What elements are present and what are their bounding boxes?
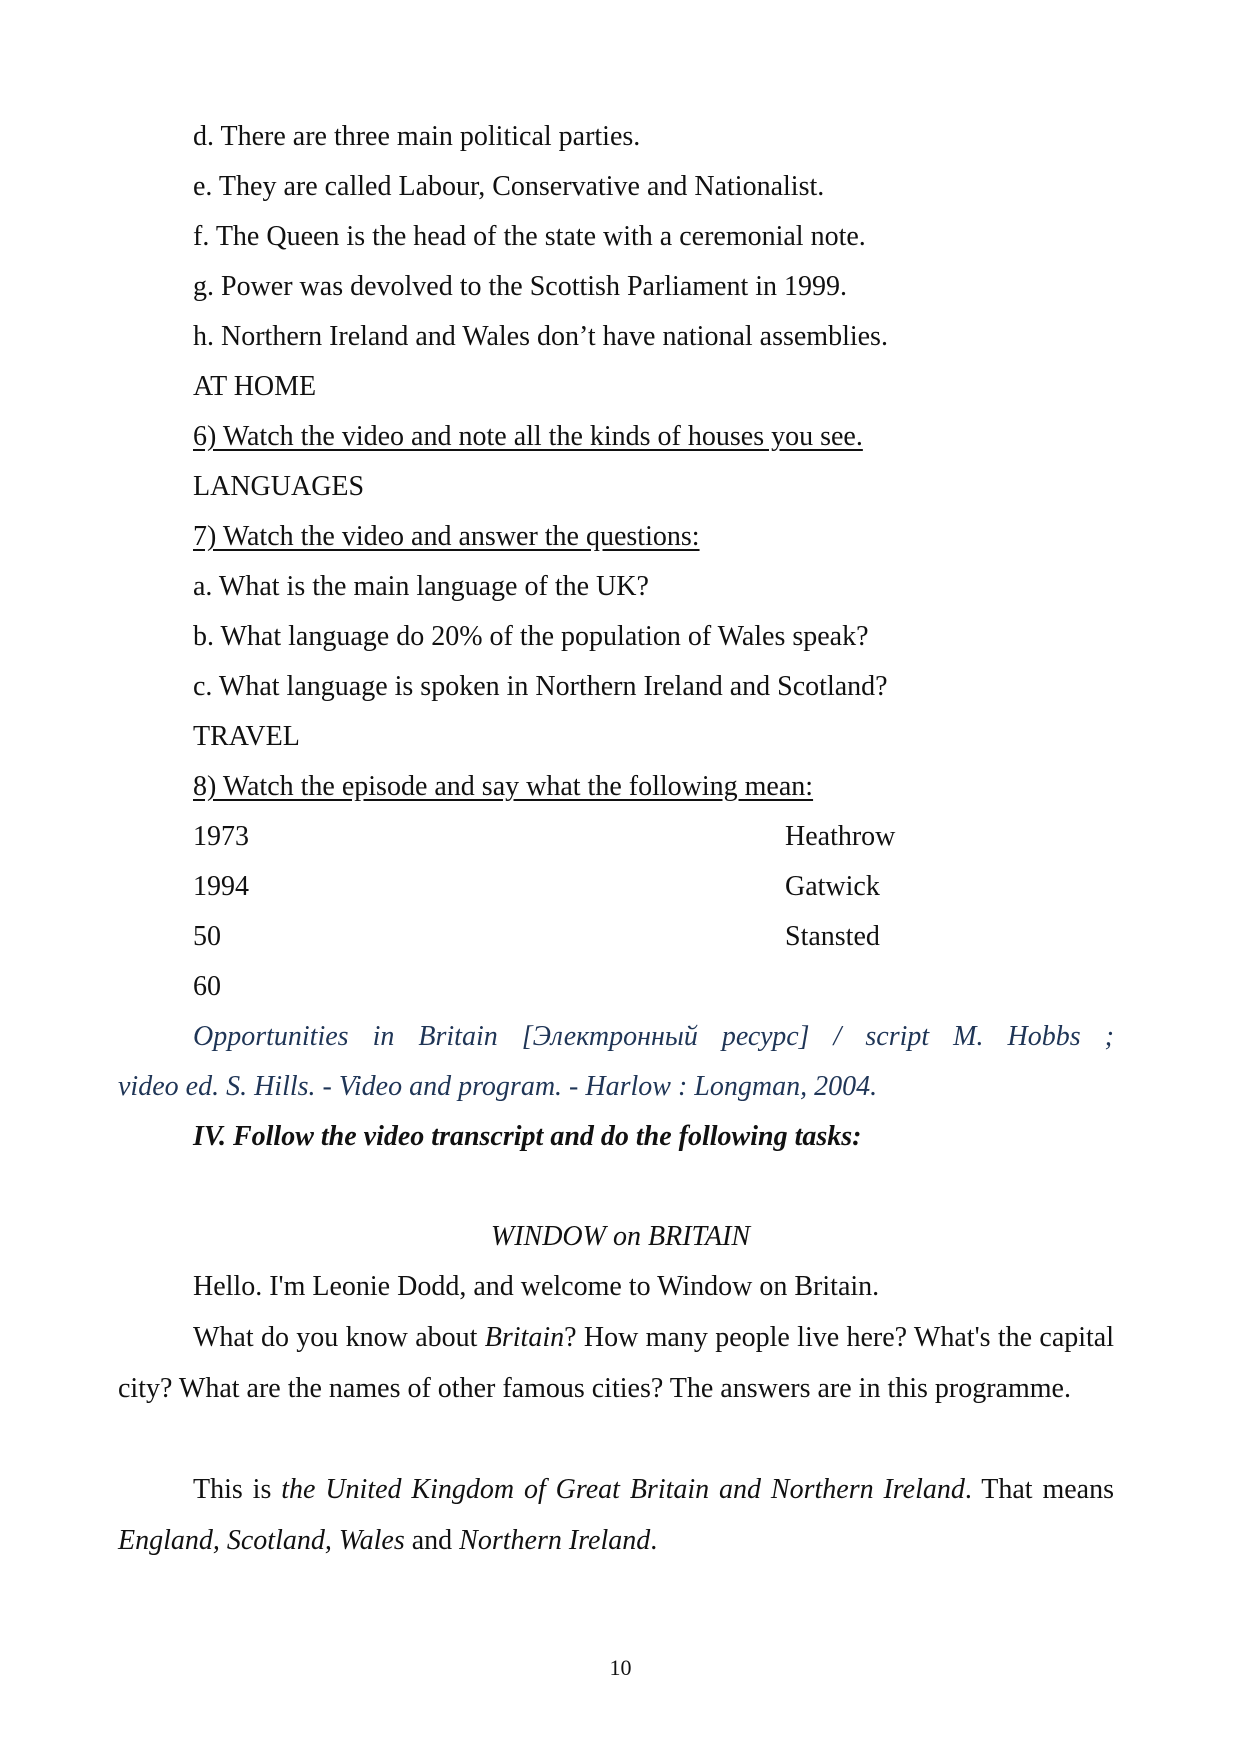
section-iv-heading: IV. Follow the video transcript and do the following tasks: bbox=[193, 1121, 862, 1152]
statement-g: g. Power was devolved to the Scottish Parliament in 1999. bbox=[193, 271, 848, 302]
heading-travel: TRAVEL bbox=[193, 721, 300, 752]
statement-e: e. They are called Labour, Conservative and Nationalist. bbox=[193, 171, 825, 202]
transcript-title: WINDOW on BRITAIN bbox=[490, 1221, 751, 1252]
question-a: a. What is the main language of the UK? bbox=[193, 571, 649, 602]
transcript-paragraph-2: What do you know about Britain? How many people live here? What's the capital city? What are the names of other famous cities? The answers are in this programme. bbox=[118, 1322, 1115, 1404]
travel-item-right: Stansted bbox=[785, 921, 880, 952]
travel-item-left: 60 bbox=[193, 971, 221, 1002]
travel-item-right: Heathrow bbox=[785, 821, 896, 852]
task-7: 7) Watch the video and answer the questions: bbox=[193, 521, 700, 552]
travel-item-left: 1973 bbox=[193, 821, 249, 852]
citation-line-1: Opportunities in Britain [Электронный ресурс] / script M. Hobbs ; bbox=[193, 1021, 1114, 1052]
travel-item-left: 1994 bbox=[193, 871, 249, 902]
transcript-paragraph-1: Hello. I'm Leonie Dodd, and welcome to Window on Britain. bbox=[193, 1271, 880, 1302]
heading-languages: LANGUAGES bbox=[193, 471, 365, 502]
statement-h: h. Northern Ireland and Wales don’t have national assemblies. bbox=[193, 321, 888, 352]
question-b: b. What language do 20% of the population of Wales speak? bbox=[193, 621, 869, 652]
statement-f: f. The Queen is the head of the state with a ceremonial note. bbox=[193, 221, 866, 252]
citation-line-2: video ed. S. Hills. - Video and program. - Harlow : Longman, 2004. bbox=[118, 1071, 878, 1102]
page-number: 10 bbox=[609, 1655, 632, 1680]
task-8: 8) Watch the episode and say what the following mean: bbox=[193, 771, 814, 802]
question-c: c. What language is spoken in Northern Ireland and Scotland? bbox=[193, 671, 888, 702]
heading-at-home: AT HOME bbox=[193, 371, 317, 402]
travel-item-right: Gatwick bbox=[785, 871, 880, 902]
travel-item-left: 50 bbox=[193, 921, 221, 952]
transcript-paragraph-3: This is the United Kingdom of Great Britain and Northern Ireland. That means England, Scotland, Wales and Northern Ireland. bbox=[118, 1474, 1114, 1556]
task-6: 6) Watch the video and note all the kinds of houses you see. bbox=[193, 421, 863, 452]
statement-d: d. There are three main political parties. bbox=[193, 121, 641, 152]
